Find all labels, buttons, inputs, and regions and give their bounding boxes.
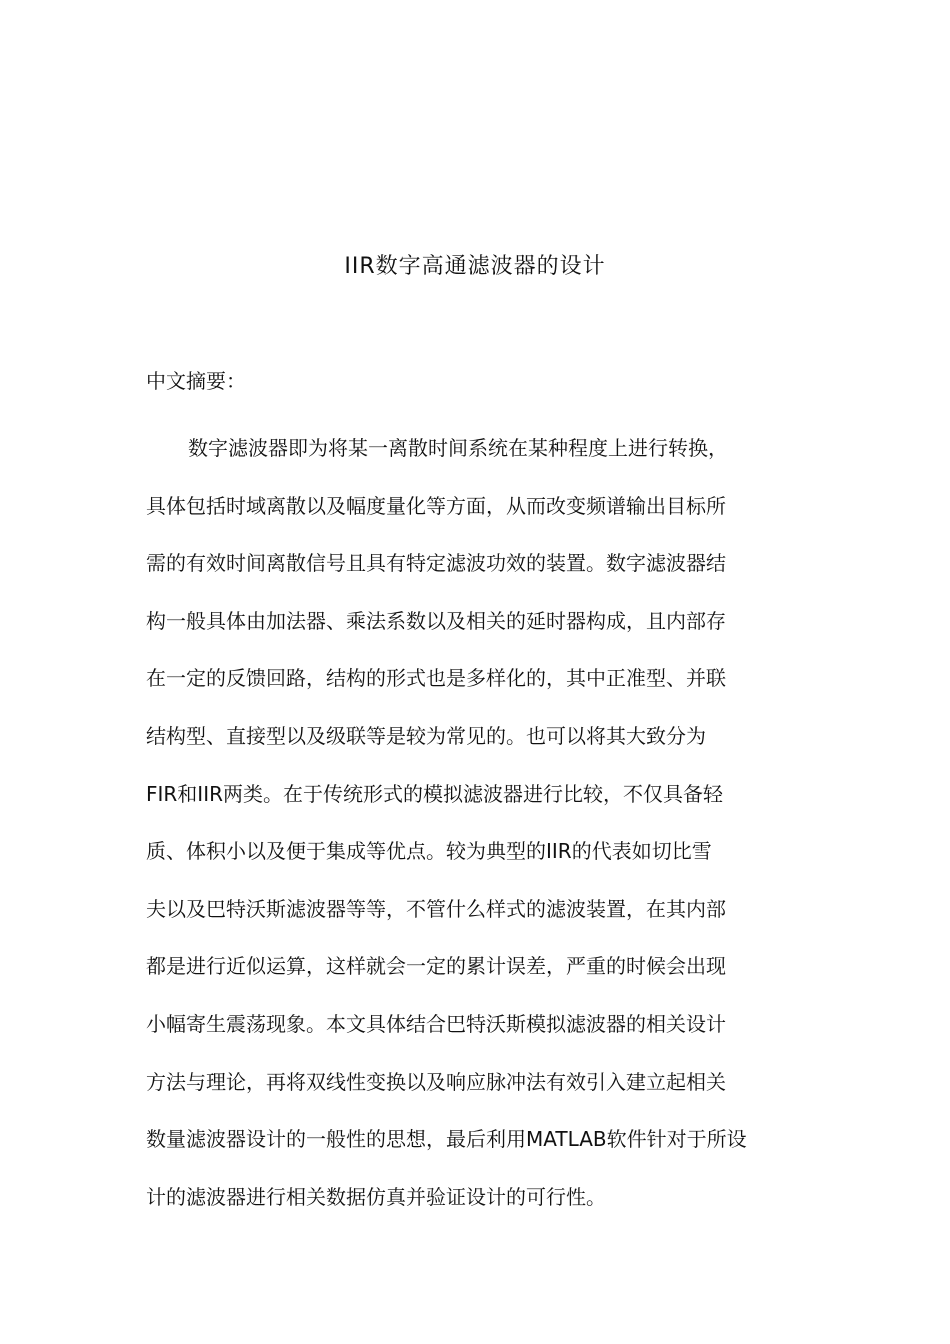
abstract-line: 构一般具体由加法器、乘法系数以及相关的延时器构成，且内部存 [146, 608, 726, 633]
abstract-body [146, 431, 814, 1237]
abstract-line: 方法与理论，再将双线性变换以及响应脉冲法有效引入建立起相关 [146, 1069, 726, 1094]
abstract-line: 数量滤波器设计的一般性的思想，最后利用MATLAB软件针对于所设 [146, 1127, 747, 1152]
abstract-line: 数字滤波器即为将某一离散时间系统在某种程度上进行转换， [188, 436, 728, 460]
document-title: IIR数字高通滤波器的设计 [344, 254, 606, 279]
abstract-line: 夫以及巴特沃斯滤波器等等，不管什么样式的滤波装置，在其内部 [146, 896, 726, 921]
abstract-line: 都是进行近似运算，这样就会一定的累计误差，严重的时候会出现 [146, 954, 726, 979]
abstract-line: 需的有效时间离散信号且具有特定滤波功效的装置。数字滤波器结 [146, 551, 726, 576]
abstract-line: FIR和IIR两类。在于传统形式的模拟滤波器进行比较，不仅具备轻 [146, 781, 723, 806]
abstract-line: 计的滤波器进行相关数据仿真并验证设计的可行性。 [146, 1184, 606, 1209]
abstract-heading: 中文摘要： [146, 369, 246, 393]
abstract-line: 小幅寄生震荡现象。本文具体结合巴特沃斯模拟滤波器的相关设计 [146, 1011, 726, 1036]
abstract-line: 具体包括时域离散以及幅度量化等方面，从而改变频谱输出目标所 [146, 493, 726, 518]
abstract-line: 在一定的反馈回路，结构的形式也是多样化的，其中正准型、并联 [146, 666, 726, 691]
abstract-line: 结构型、直接型以及级联等是较为常见的。也可以将其大致分为 [146, 723, 706, 748]
abstract-line: 质、体积小以及便于集成等优点。较为典型的IIR的代表如切比雪 [146, 839, 712, 864]
